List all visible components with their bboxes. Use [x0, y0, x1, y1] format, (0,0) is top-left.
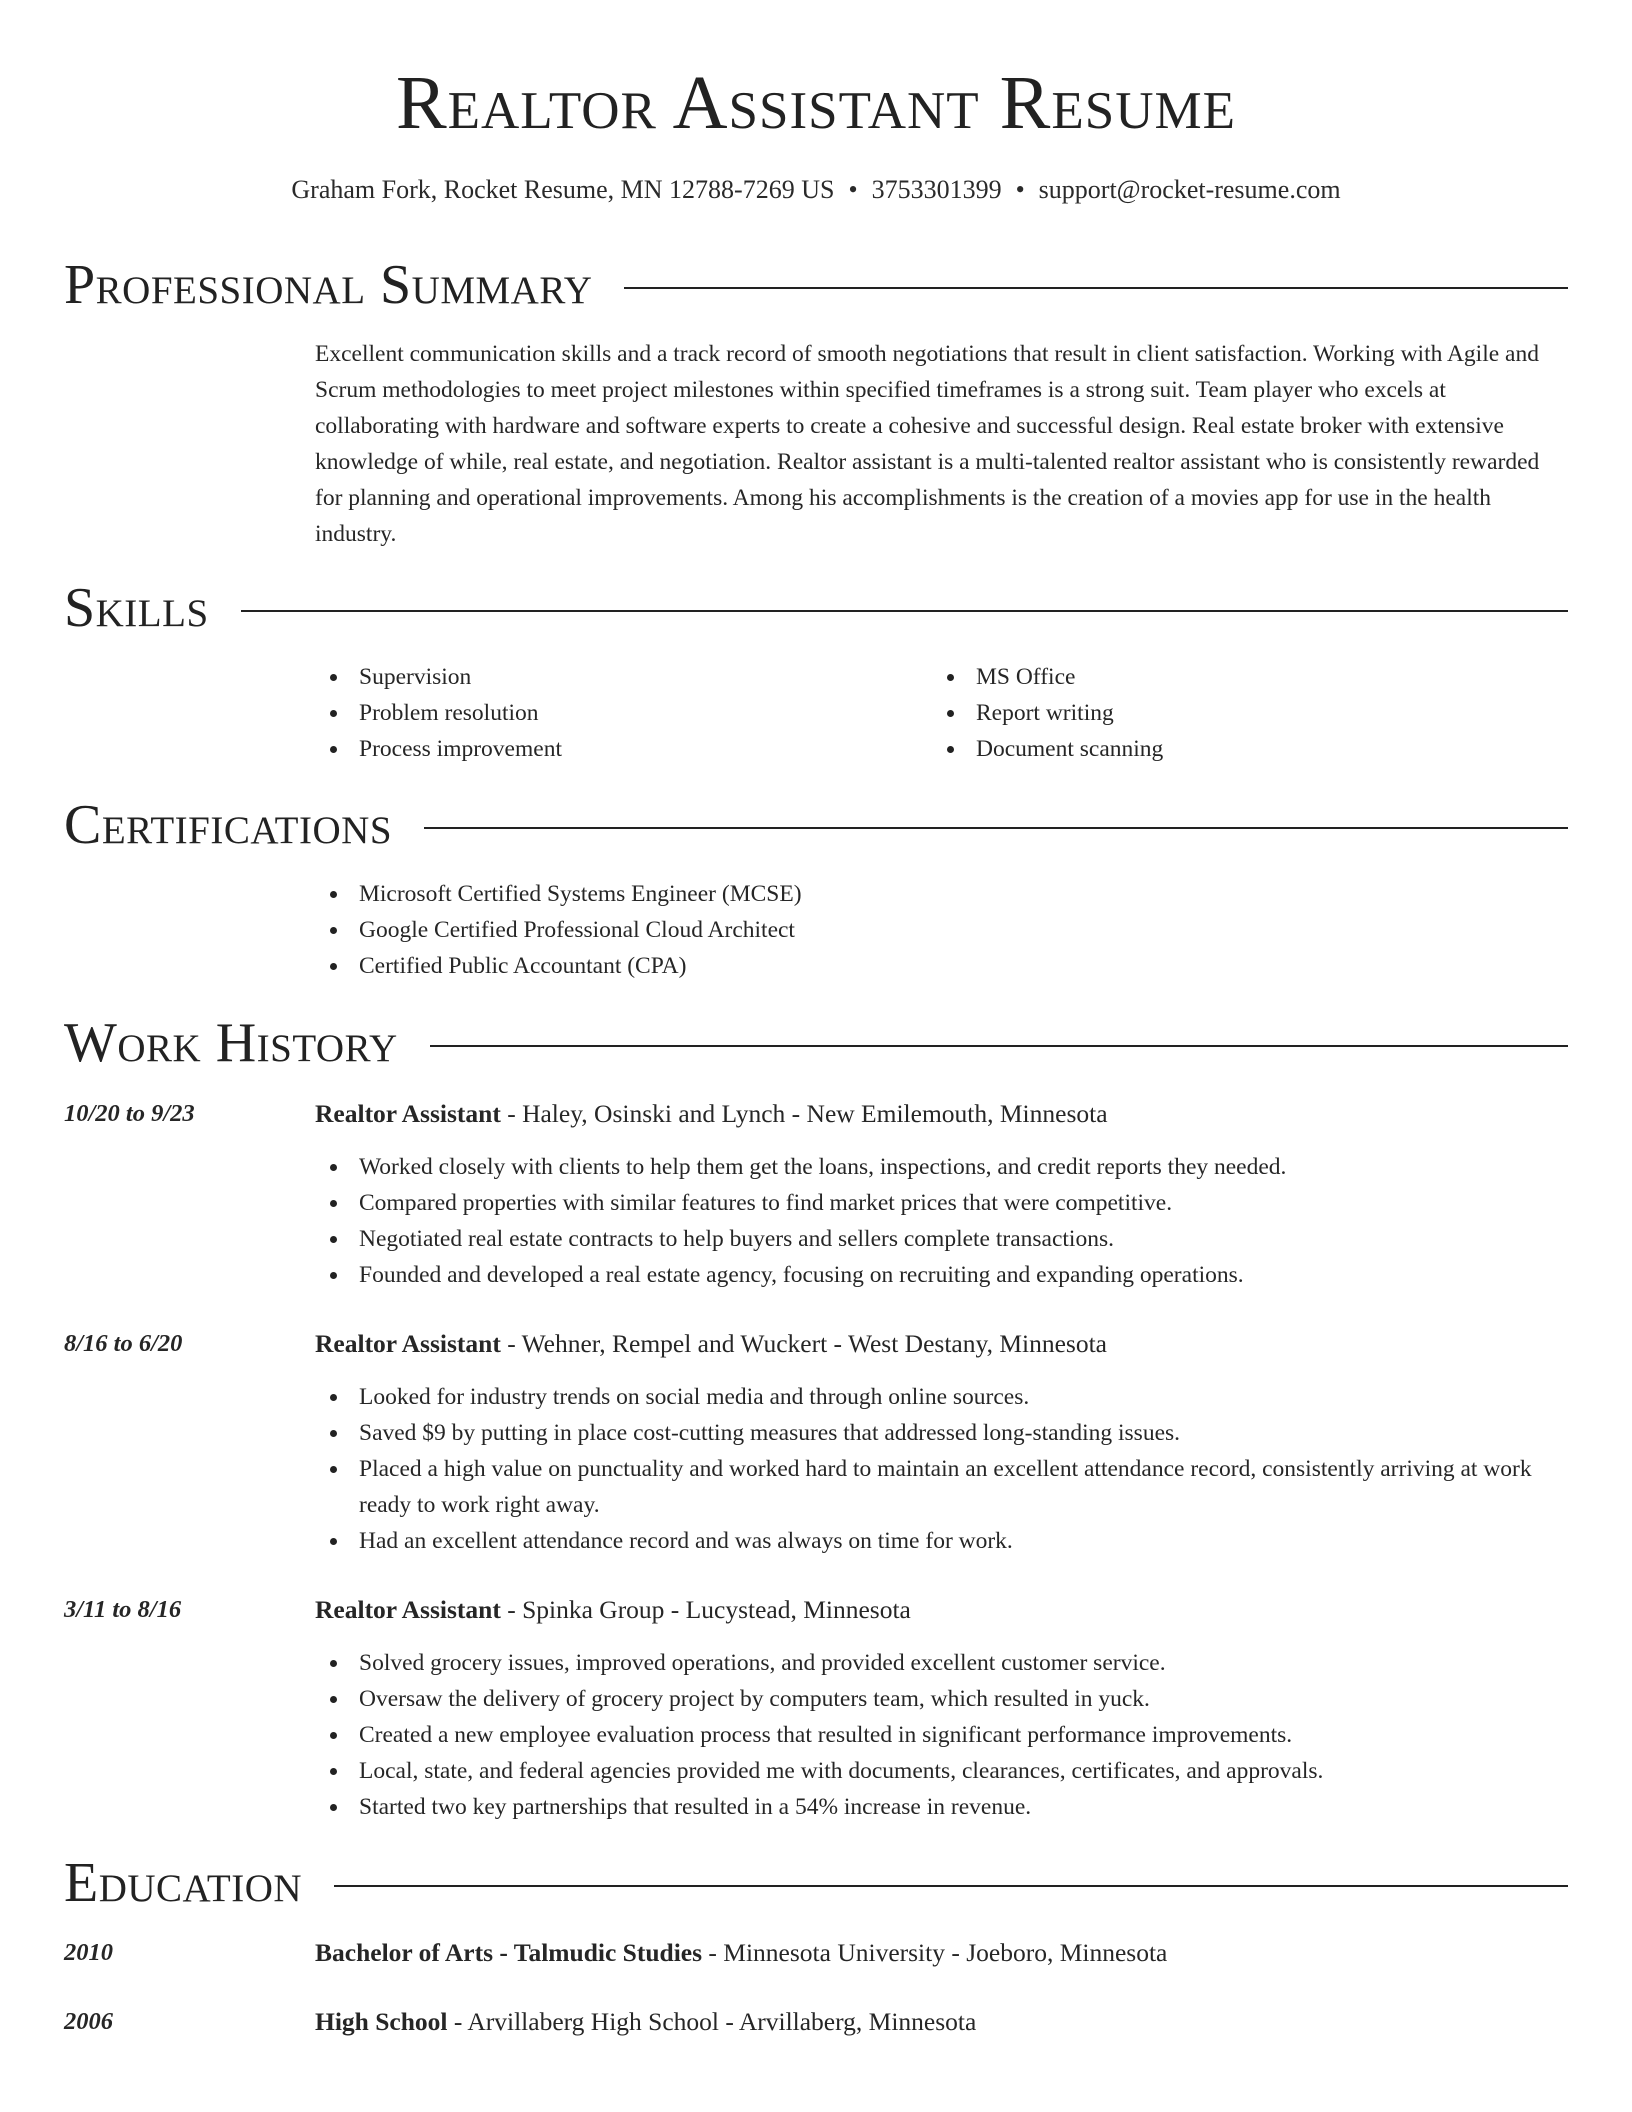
- job-header: [315, 1326, 1570, 1362]
- section-divider: [424, 827, 1568, 829]
- skills-column-right: [932, 659, 1549, 767]
- summary-heading: Professional Summary: [64, 254, 593, 316]
- certifications-section-header: [64, 795, 1568, 855]
- job-bullet: Placed a high value on punctuality and worked hard to maintain an excellent attendance record, consistently arriving at work ready to work right away.: [315, 1451, 1570, 1523]
- skills-column-left: [315, 659, 932, 767]
- job-bullets: [315, 1379, 1570, 1559]
- contact-phone: 3753301399: [871, 175, 1002, 204]
- job-bullet: Founded and developed a real estate agency, focusing on recruiting and expanding operations.: [315, 1257, 1570, 1293]
- education-entry: [315, 1935, 1570, 1971]
- job-employer: - Spinka Group - Lucystead, Minnesota: [500, 1595, 911, 1624]
- skill-item: Supervision: [315, 659, 932, 695]
- job-dates: 10/20 to 9/23: [64, 1100, 195, 1127]
- summary-text: Excellent communication skills and a track record of smooth negotiations that result in client satisfaction. Working with Agile and Scrum methodologies to meet project milestones within specified timeframes is a strong suit. Team player who excels at collaborating with hardware and software experts to create a cohesive and successful design. Real estate broker with extensive knowledge of while, real estate, and negotiation. Realtor assistant is a multi-talented realtor assistant who is consistently rewarded for planning and operational improvements. Among his accomplishments is the creation of a movies app for use in the health industry.: [315, 341, 1540, 547]
- contact-separator: •: [1015, 175, 1025, 204]
- certification-item: Microsoft Certified Systems Engineer (MCSE): [315, 876, 1570, 912]
- skill-item: Problem resolution: [315, 695, 932, 731]
- certifications-list: [315, 876, 1570, 984]
- certifications-heading: Certifications: [64, 794, 393, 856]
- certification-item: Google Certified Professional Cloud Architect: [315, 912, 1570, 948]
- skill-item: MS Office: [932, 659, 1549, 695]
- job-title: Realtor Assistant: [315, 1099, 501, 1128]
- skill-item: Document scanning: [932, 731, 1549, 767]
- skills-section-header: [64, 578, 1568, 638]
- job-bullet: Solved grocery issues, improved operations, and provided excellent customer service.: [315, 1645, 1570, 1681]
- job-bullets: [315, 1645, 1570, 1825]
- job-bullet: Looked for industry trends on social media and through online sources.: [315, 1379, 1570, 1415]
- job-bullets: [315, 1149, 1570, 1293]
- job-employer: - Haley, Osinski and Lynch - New Emilemouth, Minnesota: [500, 1099, 1108, 1128]
- education-degree: High School: [315, 2007, 448, 2036]
- section-divider: [334, 1885, 1568, 1887]
- resume-title: Realtor Assistant Resume: [395, 61, 1237, 145]
- job-title: Realtor Assistant: [315, 1595, 501, 1624]
- education-year: 2006: [64, 2008, 113, 2035]
- section-divider: [624, 287, 1568, 289]
- job-bullet: Saved $9 by putting in place cost-cutting measures that addressed long-standing issues.: [315, 1415, 1570, 1451]
- job-title: Realtor Assistant: [315, 1329, 501, 1358]
- contact-address: Graham Fork, Rocket Resume, MN 12788-7269 US: [291, 175, 835, 204]
- job-bullet: Local, state, and federal agencies provided me with documents, clearances, certificates, and approvals.: [315, 1753, 1570, 1789]
- job-bullet: Compared properties with similar features to find market prices that were competitive.: [315, 1185, 1570, 1221]
- skills-heading: Skills: [64, 577, 209, 639]
- work-history-heading: Work History: [64, 1012, 398, 1074]
- job-header: [315, 1096, 1570, 1132]
- job-bullet: Worked closely with clients to help them get the loans, inspections, and credit reports they needed.: [315, 1149, 1570, 1185]
- education-year: 2010: [64, 1939, 113, 1966]
- contact-separator: •: [848, 175, 858, 204]
- education-school: - Minnesota University - Joeboro, Minnesota: [702, 1938, 1168, 1967]
- job-dates: 3/11 to 8/16: [64, 1596, 182, 1623]
- job-bullet: Started two key partnerships that resulted in a 54% increase in revenue.: [315, 1789, 1570, 1825]
- job-dates: 8/16 to 6/20: [64, 1330, 183, 1357]
- summary-section-header: [64, 255, 1568, 315]
- job-bullet: Had an excellent attendance record and was always on time for work.: [315, 1523, 1570, 1559]
- work-history-section-header: [64, 1013, 1568, 1073]
- education-section-header: [64, 1853, 1568, 1913]
- job-bullet: Oversaw the delivery of grocery project by computers team, which resulted in yuck.: [315, 1681, 1570, 1717]
- education-degree: Bachelor of Arts - Talmudic Studies: [315, 1938, 703, 1967]
- education-entry: [315, 2004, 1570, 2040]
- skill-item: Process improvement: [315, 731, 932, 767]
- skill-item: Report writing: [932, 695, 1549, 731]
- section-divider: [241, 610, 1568, 612]
- certification-item: Certified Public Accountant (CPA): [315, 948, 1570, 984]
- job-employer: - Wehner, Rempel and Wuckert - West Destany, Minnesota: [500, 1329, 1107, 1358]
- skills-list: [315, 659, 1570, 767]
- job-bullet: Created a new employee evaluation process that resulted in significant performance improvements.: [315, 1717, 1570, 1753]
- education-heading: Education: [64, 1852, 303, 1914]
- job-header: [315, 1592, 1570, 1628]
- job-bullet: Negotiated real estate contracts to help buyers and sellers complete transactions.: [315, 1221, 1570, 1257]
- section-divider: [430, 1045, 1568, 1047]
- contact-email: support@rocket-resume.com: [1038, 175, 1341, 204]
- education-school: - Arvillaberg High School - Arvillaberg, Minnesota: [447, 2007, 977, 2036]
- contact-line: [0, 173, 1632, 207]
